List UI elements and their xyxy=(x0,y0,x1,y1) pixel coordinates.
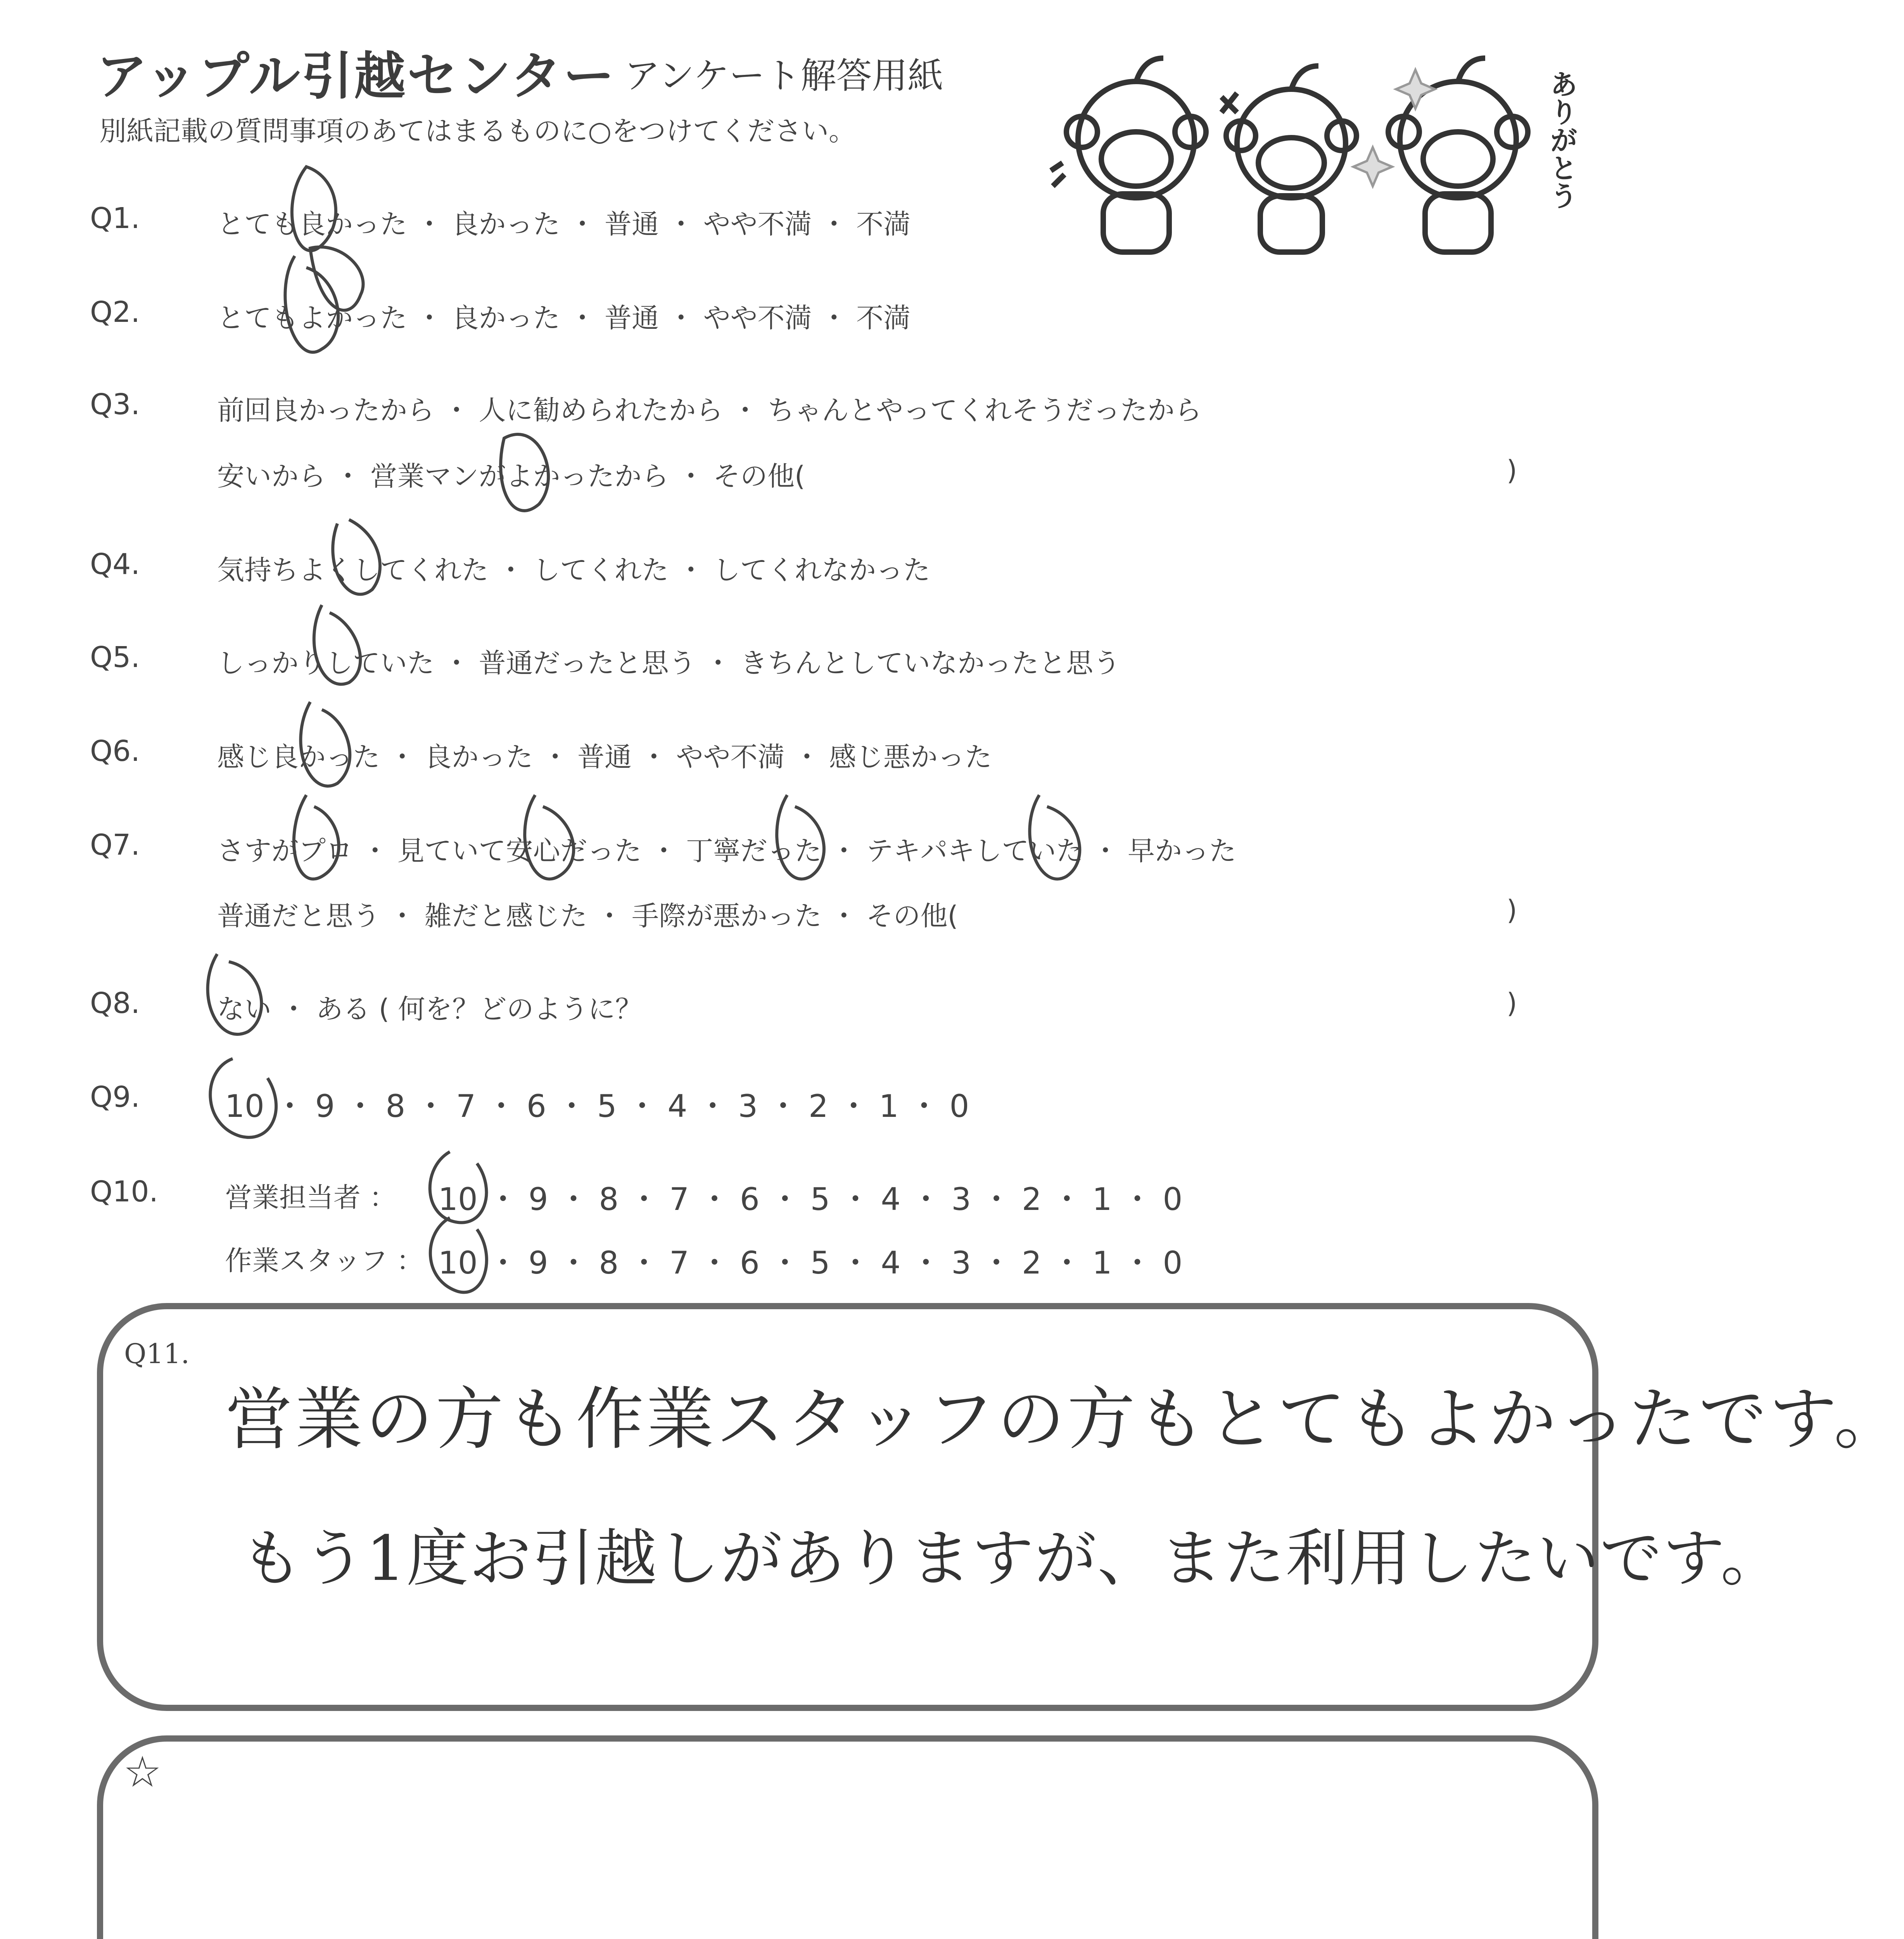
q7-mark-2 xyxy=(525,795,574,879)
q8-close-paren: ) xyxy=(1507,987,1517,1019)
q1-options[interactable]: とても良かった ・ 良かった ・ 普通 ・ やや不満 ・ 不満 xyxy=(217,208,911,240)
q3-options-line1[interactable]: 前回良かったから ・ 人に勧められたから ・ ちゃんとやってくれそうだったから xyxy=(217,394,1202,426)
q7-options-line1[interactable]: さすがプロ ・ 見ていて安心だった ・ 丁寧だった ・ テキパキしていた ・ 早かった xyxy=(217,835,1237,867)
q5-options[interactable]: しっかりしていた ・ 普通だったと思う ・ きちんとしていなかったと思う xyxy=(217,647,1121,679)
q5-mark xyxy=(314,605,361,684)
q11-label: Q11. xyxy=(124,1338,190,1370)
thanks-text: ありがとう xyxy=(1545,70,1578,209)
q3-options-line2[interactable]: 安いから ・ 営業マンがよかったから ・ その他( xyxy=(217,460,805,492)
q11-comment-box xyxy=(97,1303,1598,1711)
q11-answer-line2: もう1度お引越しがありますが、また利用したいです。 xyxy=(240,1522,1783,1595)
q3-close-paren: ) xyxy=(1507,455,1517,486)
q7-mark-1 xyxy=(294,795,339,879)
q10-sales-label: 営業担当者 ： xyxy=(225,1182,397,1213)
q4-options[interactable]: 気持ちよくしてくれた ・ してくれた ・ してくれなかった xyxy=(217,554,931,586)
q7-close-paren: ) xyxy=(1507,894,1517,926)
q10-staff-label: 作業スタッフ ： xyxy=(225,1245,424,1277)
q3-mark xyxy=(501,434,548,511)
q6-label: Q6. xyxy=(90,734,140,768)
q11-answer-line1: 営業の方も作業スタッフの方もとてもよかったです。 xyxy=(225,1380,1904,1459)
q1-mark xyxy=(292,167,336,251)
q2-label: Q2. xyxy=(90,296,140,329)
q10-staff-mark xyxy=(430,1218,487,1292)
q6-options[interactable]: 感じ良かった ・ 良かった ・ 普通 ・ やや不満 ・ 感じ悪かった xyxy=(217,741,992,773)
q8-options[interactable]: ない ・ ある ( 何を？どのように？ xyxy=(217,993,643,1025)
q1-label: Q1. xyxy=(90,202,140,235)
q6-mark xyxy=(301,702,350,786)
q7-mark-3 xyxy=(777,795,824,879)
q4-label: Q4. xyxy=(90,548,140,581)
q8-label: Q8. xyxy=(90,987,140,1020)
q5-label: Q5. xyxy=(90,641,140,674)
q7-mark-4 xyxy=(1030,795,1080,879)
form-title: アップル引越センター xyxy=(96,47,616,106)
q10-sales-scale[interactable]: 10 ・ 9 ・ 8 ・ 7 ・ 6 ・ 5 ・ 4 ・ 3 ・ 2 ・ 1 ・ 0 xyxy=(438,1181,1183,1217)
q3-label: Q3. xyxy=(90,388,140,421)
q7-label: Q7. xyxy=(90,828,140,862)
instruction-text: 別紙記載の質問事項のあてはまるものに○をつけてください。 xyxy=(99,115,856,147)
form-subtitle: アンケート解答用紙 xyxy=(624,55,943,97)
star-icon: ☆ xyxy=(123,1747,162,1797)
q10-staff-scale[interactable]: 10 ・ 9 ・ 8 ・ 7 ・ 6 ・ 5 ・ 4 ・ 3 ・ 2 ・ 1 ・ 0 xyxy=(438,1245,1183,1281)
q4-mark xyxy=(333,520,380,594)
q10-label: Q10. xyxy=(90,1175,158,1208)
q9-label: Q9. xyxy=(90,1080,140,1114)
star-comment-box xyxy=(97,1735,1598,1939)
q9-scale[interactable]: 10 ・ 9 ・ 8 ・ 7 ・ 6 ・ 5 ・ 4 ・ 3 ・ 2 ・ 1 ・ 0 xyxy=(225,1088,969,1124)
q7-options-line2[interactable]: 普通だと思う ・ 雑だと感じた ・ 手際が悪かった ・ その他( xyxy=(217,900,958,932)
q9-mark xyxy=(210,1059,276,1137)
q2-options[interactable]: とてもよかった ・ 良かった ・ 普通 ・ やや不満 ・ 不満 xyxy=(217,302,911,334)
q10-sales-mark xyxy=(430,1152,487,1223)
q8-mark xyxy=(208,954,262,1034)
